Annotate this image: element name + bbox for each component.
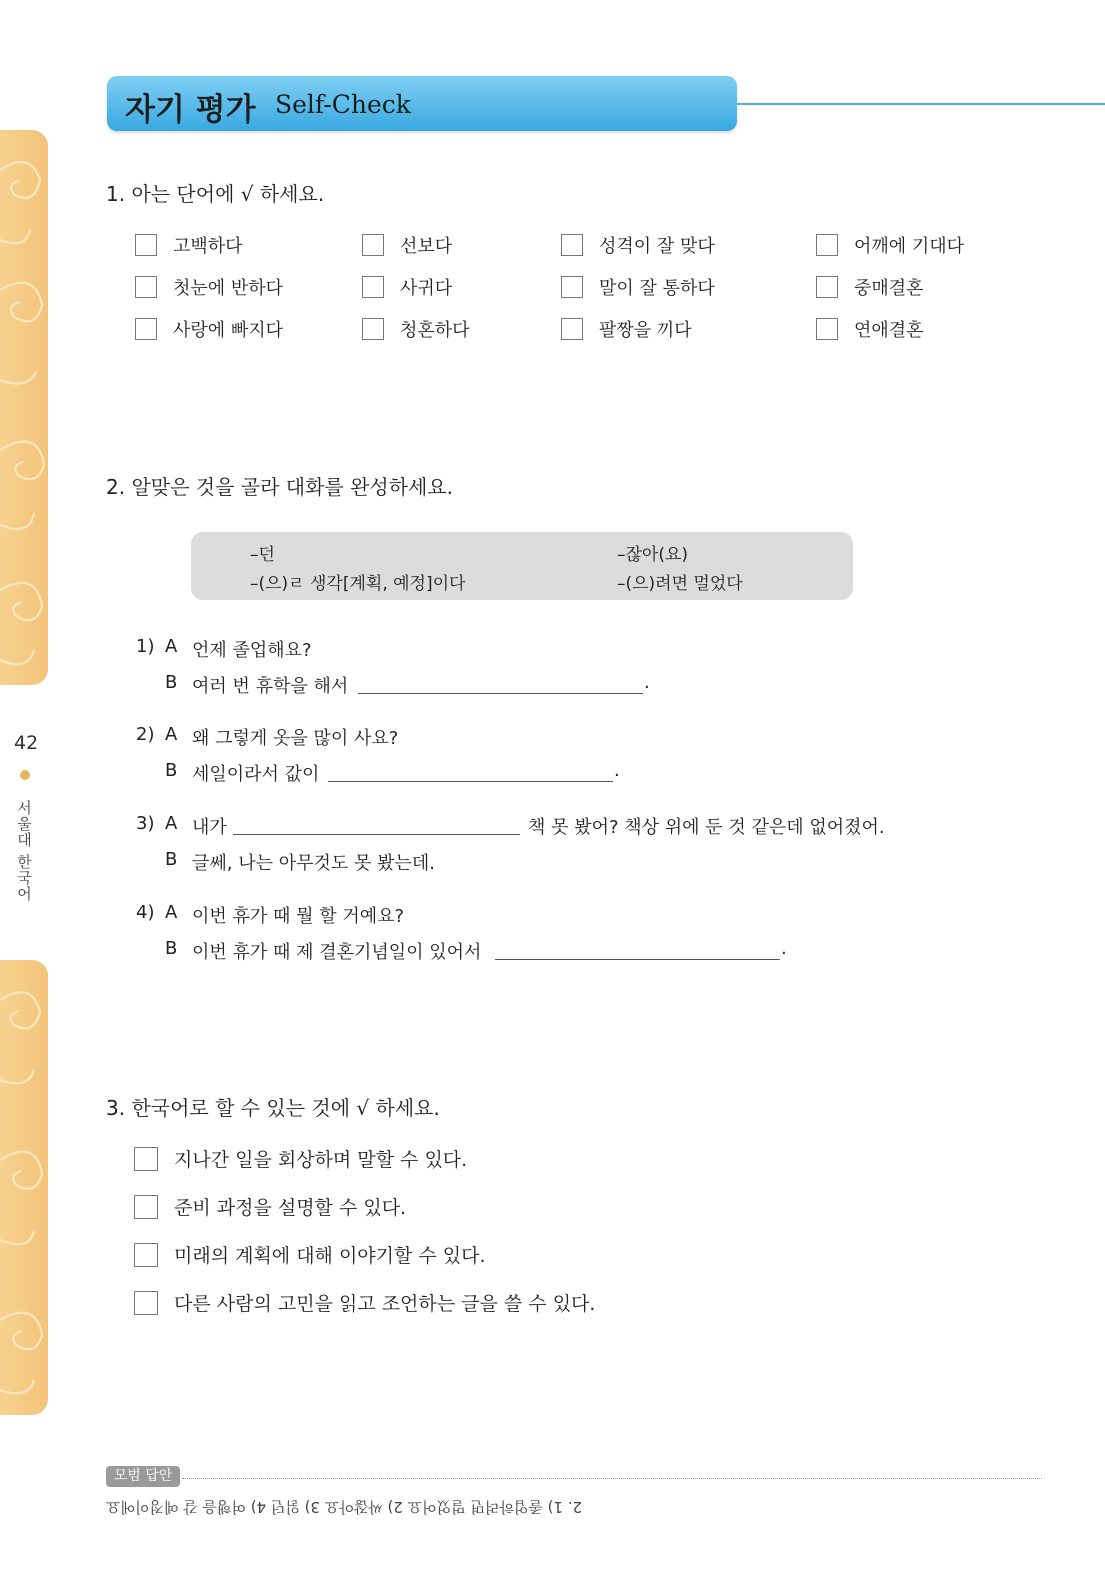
- vocab-label: 어깨에 기대다: [854, 236, 965, 257]
- question-3-title: 3. 한국어로 할 수 있는 것에 √ 하세요.: [106, 1096, 440, 1120]
- speaker-b: B: [165, 849, 178, 870]
- checkbox[interactable]: [362, 318, 384, 340]
- sentence-end: .: [644, 672, 650, 693]
- can-do-item[interactable]: [134, 1241, 486, 1268]
- side-decoration-bottom: [0, 960, 48, 1415]
- can-do-item[interactable]: [134, 1193, 406, 1220]
- vocab-item[interactable]: [816, 316, 924, 342]
- answer-blank[interactable]: [233, 834, 520, 835]
- page-dot-icon: [20, 770, 30, 780]
- dialogue-line-b: 글쎄, 나는 아무것도 못 봤는데.: [192, 853, 435, 874]
- vocab-item[interactable]: [561, 316, 692, 342]
- vocab-label: 말이 잘 통하다: [599, 278, 715, 299]
- dialogue-line-a: 이번 휴가 때 뭘 할 거예요?: [192, 906, 405, 927]
- vocab-item[interactable]: [362, 274, 452, 300]
- answer-blank[interactable]: [328, 781, 613, 782]
- vocab-label: 고백하다: [173, 236, 243, 257]
- page-subtitle: Self-Check: [275, 90, 411, 119]
- sentence-end: .: [614, 760, 620, 781]
- dialogue-number: 1): [136, 636, 155, 657]
- can-do-label: 다른 사람의 고민을 읽고 조언하는 글을 쓸 수 있다.: [174, 1293, 596, 1315]
- header-rule: [737, 103, 1105, 105]
- page-number: 42: [14, 732, 39, 754]
- grammar-option: –던: [250, 545, 275, 565]
- vocab-label: 팔짱을 끼다: [599, 320, 692, 341]
- page-title: 자기 평가: [125, 92, 256, 128]
- grammar-option: –(으)ㄹ 생각[계획, 예정]이다: [250, 574, 466, 594]
- dialogue-line-a: 내가: [192, 817, 227, 838]
- answer-key-text: 2. 1) 졸업하려면 멀었어요 2) 싸잖아요 3) 읽던 4) 여행을 갈 예정이에요: [106, 1498, 583, 1516]
- checkbox[interactable]: [135, 276, 157, 298]
- answer-divider: [182, 1478, 1042, 1479]
- speaker-b: B: [165, 672, 178, 693]
- speaker-a: A: [165, 636, 178, 657]
- checkbox[interactable]: [135, 318, 157, 340]
- vocab-label: 첫눈에 반하다: [173, 278, 284, 299]
- checkbox[interactable]: [816, 318, 838, 340]
- dialogue-number: 2): [136, 724, 155, 745]
- can-do-label: 지나간 일을 회상하며 말할 수 있다.: [174, 1149, 468, 1171]
- checkbox[interactable]: [134, 1291, 158, 1315]
- speaker-b: B: [165, 760, 178, 781]
- checkbox[interactable]: [561, 276, 583, 298]
- can-do-label: 미래의 계획에 대해 이야기할 수 있다.: [174, 1245, 486, 1267]
- vocab-item[interactable]: [135, 316, 283, 342]
- checkbox[interactable]: [561, 234, 583, 256]
- vocab-label: 성격이 잘 맞다: [599, 236, 715, 257]
- speaker-a: A: [165, 813, 178, 834]
- dialogue-line-b: 세일이라서 값이: [192, 764, 320, 785]
- checkbox[interactable]: [135, 234, 157, 256]
- vocab-label: 연애결혼: [854, 320, 924, 341]
- vocab-label: 중매결혼: [854, 278, 924, 299]
- checkbox[interactable]: [362, 276, 384, 298]
- vocab-item[interactable]: [135, 274, 283, 300]
- vocab-item[interactable]: [561, 274, 715, 300]
- vocab-item[interactable]: [362, 232, 452, 258]
- dialogue-line-a: 왜 그렇게 옷을 많이 사요?: [192, 728, 399, 749]
- grammar-option: –잖아(요): [617, 545, 689, 565]
- speaker-b: B: [165, 938, 178, 959]
- dialogue-number: 3): [136, 813, 155, 834]
- speaker-a: A: [165, 902, 178, 923]
- vocab-label: 사귀다: [400, 278, 453, 299]
- can-do-item[interactable]: [134, 1289, 595, 1316]
- speaker-a: A: [165, 724, 178, 745]
- dialogue-line-a: 언제 졸업해요?: [192, 640, 312, 661]
- vocab-item[interactable]: [135, 232, 243, 258]
- checkbox[interactable]: [134, 1147, 158, 1171]
- dialogue-line-b: 여러 번 휴학을 해서: [192, 676, 349, 697]
- answer-blank[interactable]: [495, 959, 780, 960]
- answer-blank[interactable]: [358, 693, 643, 694]
- grammar-option: –(으)려면 멀었다: [617, 574, 743, 594]
- answer-badge: 모범 답안: [106, 1466, 180, 1487]
- swirl-pattern-icon: [0, 130, 48, 685]
- dialogue-line-b: 이번 휴가 때 제 결혼기념일이 있어서: [192, 942, 482, 963]
- checkbox[interactable]: [561, 318, 583, 340]
- checkbox[interactable]: [816, 234, 838, 256]
- checkbox[interactable]: [134, 1195, 158, 1219]
- can-do-item[interactable]: [134, 1145, 467, 1172]
- vocab-label: 선보다: [400, 236, 453, 257]
- vocab-item[interactable]: [561, 232, 715, 258]
- vocab-label: 사랑에 빠지다: [173, 320, 284, 341]
- side-decoration-top: [0, 130, 48, 685]
- vocab-label: 청혼하다: [400, 320, 470, 341]
- checkbox[interactable]: [362, 234, 384, 256]
- can-do-label: 준비 과정을 설명할 수 있다.: [174, 1197, 407, 1219]
- checkbox[interactable]: [134, 1243, 158, 1267]
- sentence-end: .: [781, 938, 787, 959]
- dialogue-number: 4): [136, 902, 155, 923]
- question-1-title: 1. 아는 단어에 √ 하세요.: [106, 182, 325, 206]
- book-title: 서울대 한국어: [15, 800, 33, 902]
- vocab-item[interactable]: [816, 232, 964, 258]
- swirl-pattern-icon: [0, 960, 48, 1415]
- checkbox[interactable]: [816, 276, 838, 298]
- question-2-title: 2. 알맞은 것을 골라 대화를 완성하세요.: [106, 475, 454, 499]
- dialogue-line-a-end: 책 못 봤어? 책상 위에 둔 것 같은데 없어졌어.: [528, 817, 885, 838]
- vocab-item[interactable]: [362, 316, 470, 342]
- vocab-item[interactable]: [816, 274, 924, 300]
